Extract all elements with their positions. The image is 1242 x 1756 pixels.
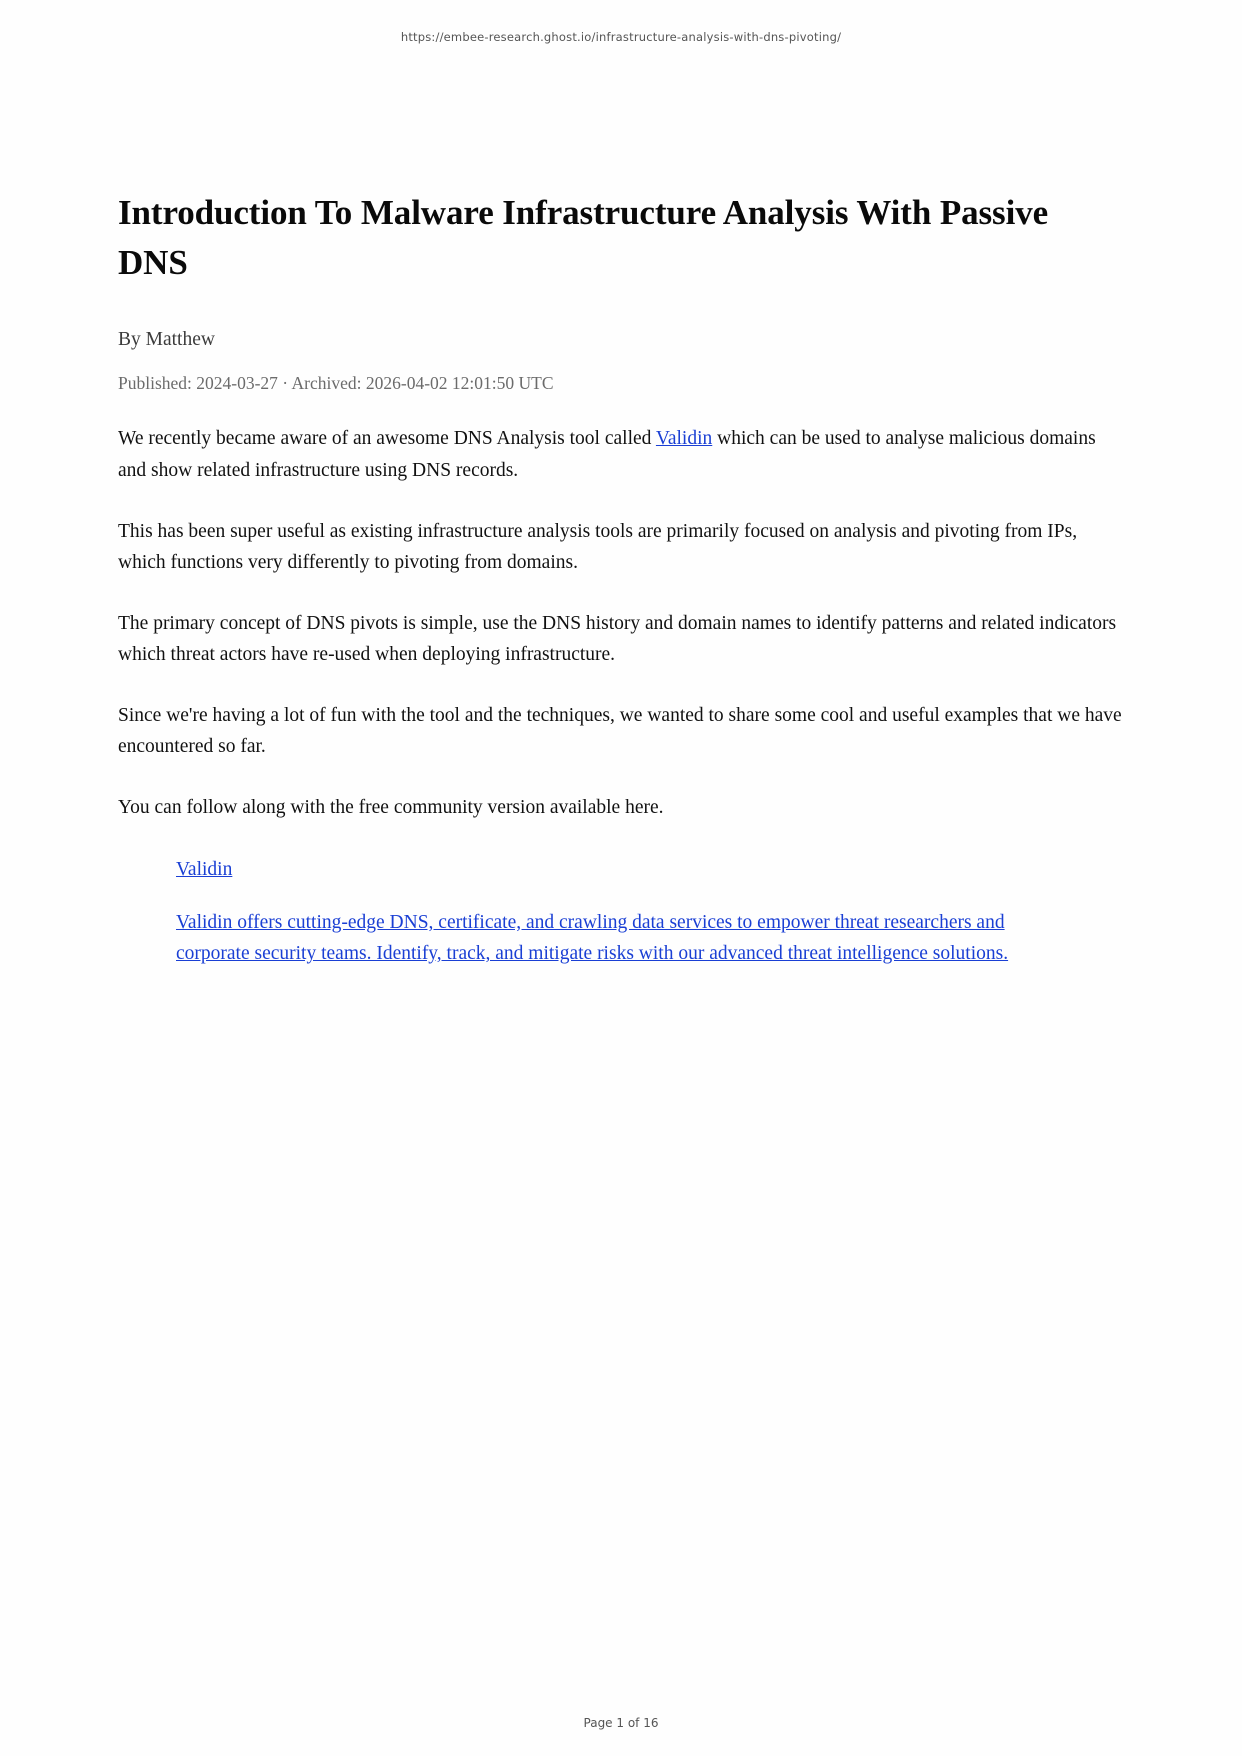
paragraph-1-before: We recently became aware of an awesome DNS Analysis tool called bbox=[118, 428, 656, 450]
article-meta: Published: 2024-03-27 · Archived: 2026-04-02 12:01:50 UTC bbox=[118, 373, 554, 394]
article-byline: By Matthew bbox=[118, 329, 215, 351]
paragraph-4: Since we're having a lot of fun with the tool and the techniques, we wanted to share some cool and useful examples that we have encountered so far. bbox=[118, 704, 1122, 758]
paragraph-1 bbox=[118, 423, 1124, 486]
article-content bbox=[118, 188, 1124, 970]
validin-link[interactable]: Validin bbox=[655, 428, 713, 450]
page-header-url: https://embee-research.ghost.io/infrastructure-analysis-with-dns-pivoting/ bbox=[400, 30, 842, 44]
page-footer: Page 1 of 16 bbox=[583, 1716, 659, 1730]
embedded-card-title[interactable]: Validin bbox=[176, 858, 233, 880]
embedded-link-card[interactable] bbox=[118, 854, 1124, 970]
paragraph-5: You can follow along with the free community version available here. bbox=[118, 797, 664, 818]
paragraph-2: This has been super useful as existing infrastructure analysis tools are primarily focused on analysis and pivoting from IPs, which functions very differently to pivoting from domains. bbox=[118, 520, 1078, 574]
page-title: Introduction To Malware Infrastructure Analysis With Passive DNS bbox=[118, 193, 1049, 282]
embedded-card-description[interactable]: Validin offers cutting-edge DNS, certificate, and crawling data services to empower threat researchers and corporate security teams. Identify, track, and mitigate risks with our advanced threat intelligence solutions. bbox=[176, 911, 1009, 965]
paragraph-1-after: which can be used to analyse malicious domains and show related infrastructure using DNS records. bbox=[118, 428, 1096, 481]
paragraph-3: The primary concept of DNS pivots is simple, use the DNS history and domain names to identify patterns and related indicators which threat actors have re-used when deploying infrastructure. bbox=[118, 612, 1117, 666]
